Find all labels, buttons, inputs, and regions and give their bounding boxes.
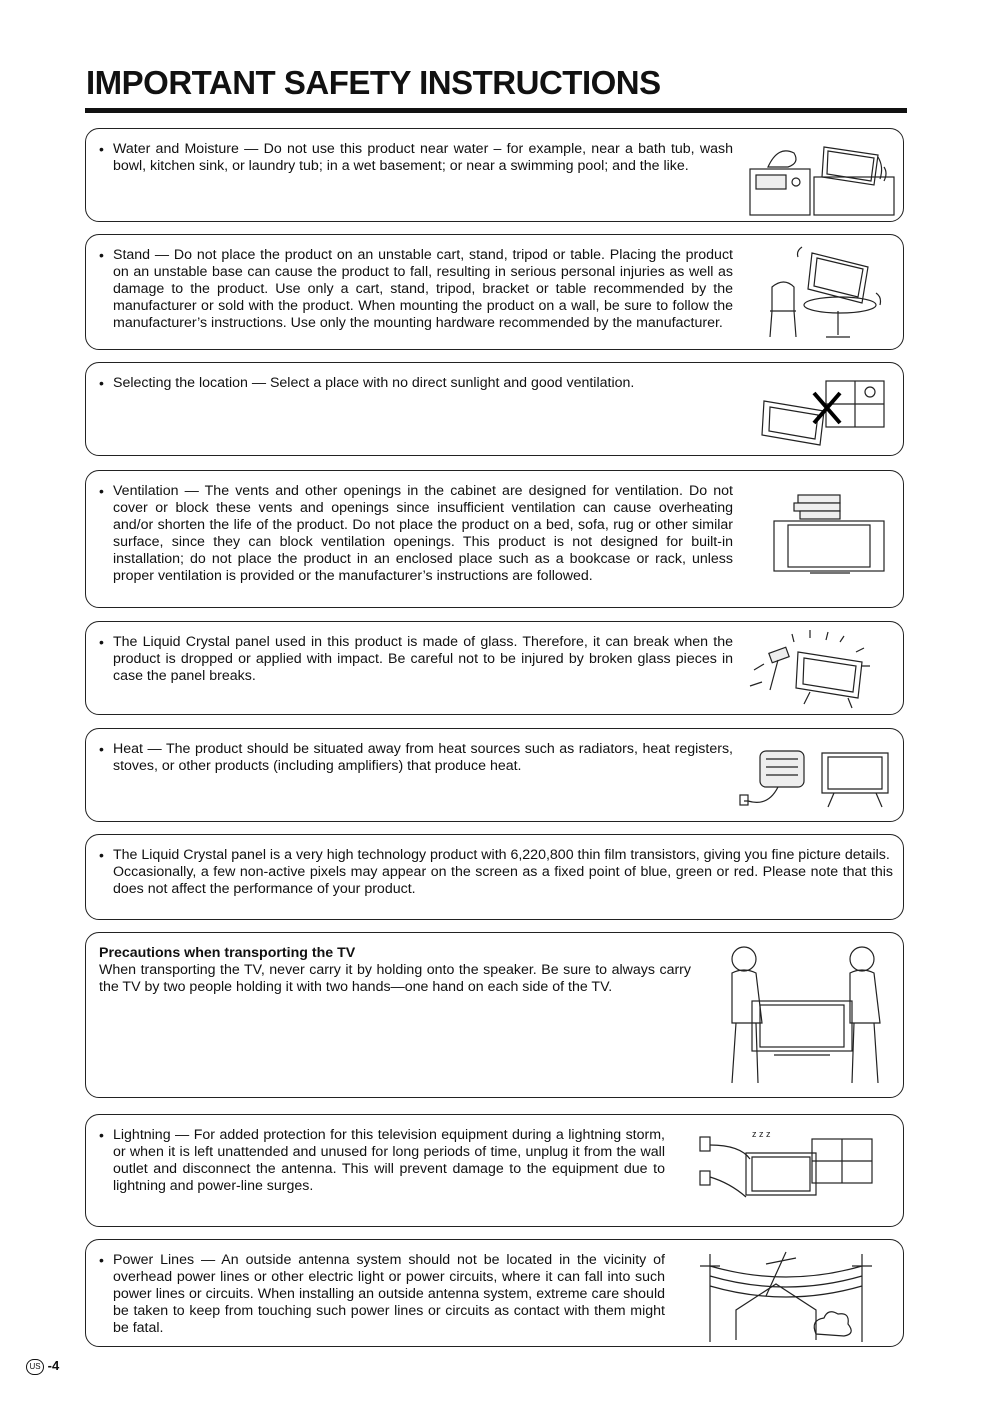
- location-text: • Selecting the location — Select a place with no direct sunlight and good ventilation.: [113, 375, 733, 392]
- transport-text: [99, 945, 691, 996]
- glass-panel-illustration: [740, 626, 890, 710]
- heat-text: • Heat — The product should be situated away from heat sources such as radiators, heat registers, stoves, or other products (including amplifiers) that produce heat.: [113, 741, 733, 775]
- transport-paragraph: When transporting the TV, never carry it by holding onto the speaker. Be sure to always carry the TV by two people holding it with two hands—one hand on each side of the TV.: [99, 962, 691, 995]
- ventilation-illustration: [770, 493, 890, 577]
- ventilation-box: [85, 470, 904, 608]
- transport-box: [85, 932, 904, 1098]
- transport-heading: Precautions when transporting the TV: [99, 945, 356, 961]
- lightning-box: [85, 1114, 904, 1227]
- title-rule: [85, 108, 907, 113]
- power-lines-illustration: [696, 1244, 892, 1344]
- stand-illustration: [762, 241, 892, 345]
- transport-illustration: [714, 943, 894, 1089]
- power-lines-box: [85, 1239, 904, 1347]
- pixels-paragraph-1: • The Liquid Crystal panel is a very high technology product with 6,220,800 thin film transistors, giving you fine picture details.: [113, 847, 890, 863]
- heat-box: [85, 728, 904, 822]
- svg-text:z z z: z z z: [752, 1129, 771, 1139]
- lightning-illustration: [694, 1125, 894, 1217]
- page-title: IMPORTANT SAFETY INSTRUCTIONS: [86, 64, 661, 101]
- pixels-paragraph-2: Occasionally, a few non-active pixels may appear on the screen as a fixed point of blue, green or red. Please note that this does not affect the performance of your product.: [113, 864, 893, 897]
- page-number-label: -4: [47, 1358, 60, 1373]
- power-lines-text: • Power Lines — An outside antenna system should not be located in the vicinity of overhead power lines or other electric light or power circuits, where it can fall into such power lines or circuits. When installing an outside antenna system, extreme care should be taken to keep from touching such power lines or circuits as contact with them might be fatal.: [113, 1252, 665, 1337]
- lightning-text: • Lightning — For added protection for this television equipment during a lightning storm, or when it is left unattended and unused for long periods of time, unplug it from the wall outlet and disconnect the antenna. This will prevent damage to the equipment due to lightning and power-line surges.: [113, 1127, 665, 1195]
- pixels-text: [113, 847, 893, 898]
- ventilation-text: • Ventilation — The vents and other openings in the cabinet are designed for ventilation. Do not cover or block these vents and openings since insufficient ventilation can cause overheating and/or shorten the life of the product. Do not place the product on a bed, sofa, rug or other similar surface, since they can block ventilation openings. This product is not designed for built-in installation; do not place the product in an enclosed place such as a bookcase or rack, unless proper ventilation is provided or the manufacturer’s instructions are followed.: [113, 483, 733, 585]
- location-box: [85, 362, 904, 456]
- stand-box: [85, 234, 904, 350]
- heat-illustration: [738, 737, 894, 817]
- water-moisture-illustration: [748, 137, 898, 217]
- glass-panel-text: • The Liquid Crystal panel used in this product is made of glass. Therefore, it can break when the product is dropped or applied with impact. Be careful not to be injured by broken glass pieces in case the panel breaks.: [113, 634, 733, 685]
- stand-text: • Stand — Do not place the product on an unstable cart, stand, tripod or table. Placing the product on an unstable base can cause the product to fall, resulting in serious personal injuries as well as damage to the product. Use only a cart, stand, tripod, bracket or table recommended by the manufacturer or sold with the product. When mounting the product on a wall, be sure to follow the manufacturer’s instructions. Use only the mounting hardware recommended by the manufacturer.: [113, 247, 733, 332]
- water-moisture-text: • Water and Moisture — Do not use this product near water – for example, near a bath tub, wash bowl, kitchen sink, or laundry tub; in a wet basement; or near a swimming pool; and the like.: [113, 141, 733, 175]
- pixels-box: [85, 834, 904, 920]
- region-badge: US: [26, 1359, 44, 1375]
- location-illustration: [760, 377, 890, 449]
- glass-panel-box: [85, 621, 904, 715]
- page-number: [26, 1358, 59, 1375]
- water-moisture-box: [85, 128, 904, 222]
